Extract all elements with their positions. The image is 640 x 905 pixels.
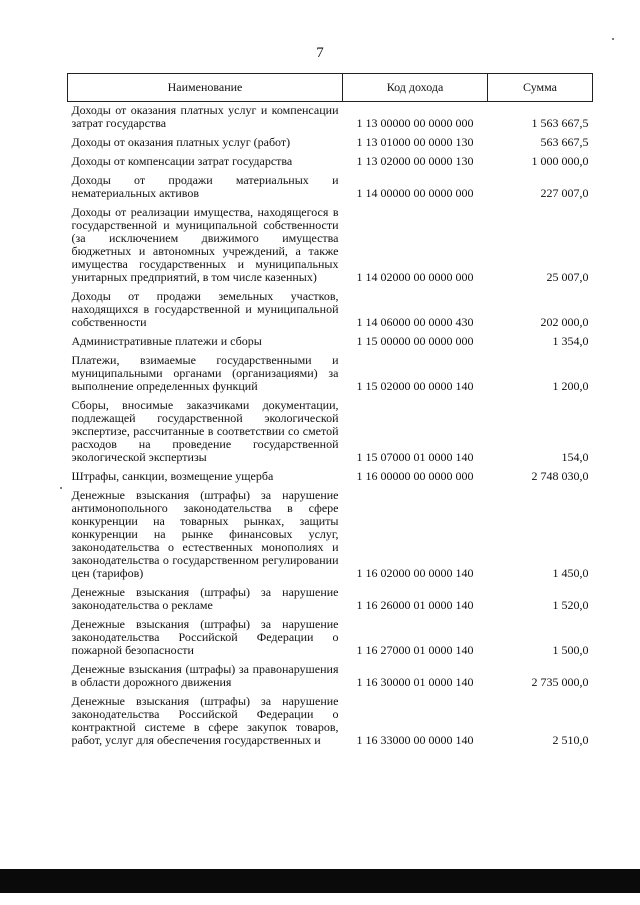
table-row: [68, 102, 593, 135]
header-code: Код дохода: [343, 74, 488, 102]
page-number: 7: [316, 45, 324, 61]
row-name: Штрафы, санкции, возмещение ущерба: [71, 469, 274, 483]
scan-speck: [612, 38, 614, 40]
row-name: Административные платежи и сборы: [71, 334, 262, 348]
row-name: Доходы от компенсации затрат государства: [71, 154, 293, 168]
revenue-table: [67, 73, 593, 751]
row-sum: 1 000 000,0: [531, 154, 589, 168]
row-code: 1 16 30000 01 0000 140: [356, 675, 474, 689]
table-row: [68, 616, 593, 661]
table-row: [68, 693, 593, 751]
row-sum: 2 748 030,0: [531, 469, 589, 483]
row-name: Доходы от продажи земельных участков, находящихся в государственной и муниципальной собственности: [71, 289, 339, 329]
row-code: 1 13 00000 00 0000 000: [356, 116, 474, 130]
row-sum: 1 520,0: [552, 598, 589, 612]
row-sum: 1 200,0: [552, 379, 589, 393]
table-row: [68, 661, 593, 693]
table-row: [68, 153, 593, 172]
row-name: Доходы от оказания платных услуг (работ): [71, 135, 291, 149]
row-name: Доходы от оказания платных услуг и компенсации затрат государства: [71, 103, 339, 130]
row-code: 1 15 00000 00 0000 000: [356, 334, 474, 348]
table-row: [68, 134, 593, 153]
row-code: 1 14 00000 00 0000 000: [356, 186, 474, 200]
row-name: Доходы от продажи материальных и нематериальных активов: [71, 173, 339, 200]
row-sum: 25 007,0: [546, 270, 589, 284]
table-body: [68, 102, 593, 752]
table-row: [68, 468, 593, 487]
row-name: Денежные взыскания (штрафы) за нарушение законодательства о рекламе: [71, 585, 339, 612]
row-code: 1 14 02000 00 0000 000: [356, 270, 474, 284]
row-name: Платежи, взимаемые государственными и муниципальными органами (организациями) за выполнение определенных функций: [71, 353, 339, 393]
row-sum: 563 667,5: [540, 135, 589, 149]
row-sum: 227 007,0: [540, 186, 589, 200]
row-name: Денежные взыскания (штрафы) за правонарушения в области дорожного движения: [71, 662, 339, 689]
row-code: 1 16 27000 01 0000 140: [356, 643, 474, 657]
table-row: [68, 487, 593, 584]
row-sum: 154,0: [561, 450, 589, 464]
table-row: [68, 172, 593, 204]
row-name: Доходы от реализации имущества, находящегося в государственной и муниципальной собственности (за исключением движимого имущества бюджетных и автономных учреждений, а также имущества государственных и муниципальных унитарных предприятий, в том числе казенных): [71, 205, 339, 284]
row-sum: 1 450,0: [552, 566, 589, 580]
table-row: [68, 584, 593, 616]
row-code: 1 13 01000 00 0000 130: [356, 135, 474, 149]
row-name: Сборы, вносимые заказчиками документации, подлежащей государственной экологической экспертизе, рассчитанные в соответствии со сметой расходов на проведение государственной экологической экспертизы: [71, 398, 339, 464]
header-name: Наименование: [68, 74, 343, 102]
row-sum: 1 500,0: [552, 643, 589, 657]
table-row: [68, 397, 593, 468]
row-sum: 2 510,0: [552, 733, 589, 747]
table-row: [68, 288, 593, 333]
row-name: Денежные взыскания (штрафы) за нарушение законодательства Российской Федерации о пожарной безопасности: [71, 617, 339, 657]
row-code: 1 14 06000 00 0000 430: [356, 315, 474, 329]
row-sum: 1 563 667,5: [531, 116, 589, 130]
row-name: Денежные взыскания (штрафы) за нарушение антимонопольного законодательства в сфере конкуренции на товарных рынках, защиты конкуренции на рынке финансовых услуг, законодательства о естественных монополиях и законодательства о государственном регулировании цен (тарифов): [71, 488, 339, 580]
row-code: 1 16 02000 00 0000 140: [356, 566, 474, 580]
row-sum: 2 735 000,0: [531, 675, 589, 689]
row-name: Денежные взыскания (штрафы) за нарушение законодательства Российской Федерации о контрактной системе в сфере закупок товаров, работ, услуг для обеспечения государственных и: [71, 694, 339, 747]
row-code: 1 16 33000 00 0000 140: [356, 733, 474, 747]
row-code: 1 15 02000 00 0000 140: [356, 379, 474, 393]
table-row: [68, 352, 593, 397]
scan-speck: [60, 487, 62, 489]
table-row: [68, 333, 593, 352]
row-sum: 202 000,0: [540, 315, 589, 329]
row-code: 1 16 26000 01 0000 140: [356, 598, 474, 612]
table-header-row: [68, 74, 593, 102]
row-code: 1 15 07000 01 0000 140: [356, 450, 474, 464]
row-code: 1 16 00000 00 0000 000: [356, 469, 474, 483]
scan-bottom-edge: [0, 869, 640, 893]
row-sum: 1 354,0: [552, 334, 589, 348]
row-code: 1 13 02000 00 0000 130: [356, 154, 474, 168]
table-row: [68, 204, 593, 288]
header-sum: Сумма: [488, 74, 593, 102]
